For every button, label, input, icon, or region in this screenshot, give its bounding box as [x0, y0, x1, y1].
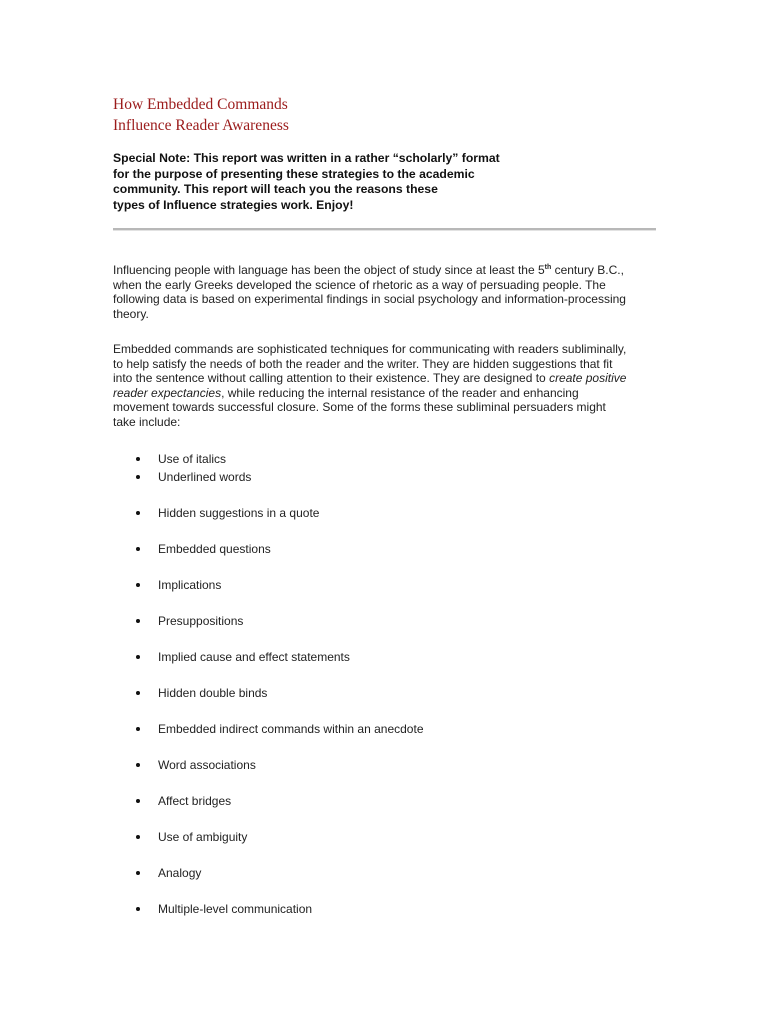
special-note-line: Special Note: This report was written in a rather “scholarly” format: [113, 151, 500, 165]
paragraph-line: take include:: [113, 414, 181, 429]
bullet-icon: [136, 691, 140, 695]
bullet-icon: [136, 511, 140, 515]
paragraph-line: Influencing people with language has been the object of study since at least the 5th century B.C.,: [113, 263, 624, 277]
bullet-icon: [136, 727, 140, 731]
embedded-commands-paragraph: [113, 342, 658, 430]
special-note: [113, 151, 533, 213]
bullet-icon: [136, 907, 140, 911]
bullet-icon: [136, 583, 140, 587]
bullet-icon: [136, 763, 140, 767]
bullet-icon: [136, 835, 140, 839]
special-note-line: types of Influence strategies work. Enjoy!: [113, 197, 354, 212]
paragraph-line: theory.: [113, 306, 149, 321]
paragraph-line: when the early Greeks developed the science of rhetoric as a way of persuading people. The: [113, 277, 606, 292]
bullet-icon: [136, 871, 140, 875]
paragraph-line: into the sentence without calling attention to their existence. They are designed to create positive: [113, 371, 627, 386]
special-note-line: community. This report will teach you the reasons these: [113, 182, 438, 197]
bullet-icon: [136, 799, 140, 803]
emphasis-text: create positive: [549, 371, 627, 386]
title-line-2: Influence Reader Awareness: [113, 117, 289, 134]
paragraph-line: Embedded commands are sophisticated techniques for communicating with readers subliminally,: [113, 342, 627, 356]
paragraph-line: to help satisfy the needs of both the reader and the writer. They are hidden suggestions that fit: [113, 356, 613, 371]
bullet-icon: [136, 547, 140, 551]
title-line-1: How Embedded Commands: [113, 96, 288, 113]
bullet-icon: [136, 457, 140, 461]
section-divider: [113, 228, 656, 231]
bullet-icon: [136, 619, 140, 623]
paragraph-line: movement towards successful closure. Some of the forms these subliminal persuaders might: [113, 400, 606, 415]
bullet-icon: [136, 475, 140, 479]
ordinal-superscript: th: [544, 264, 552, 271]
document-page: How Embedded Commands Influence Reader Awareness Special Note: This report was written in a rather “scholarly” format for the purpose of presenting these strategies to the academic community. This report will teach you the reasons these types of Influence strategies work. Enjoy! Influencing people with language has been the object of study since at least the 5th century B.C., when the early Greeks developed the science of rhetoric as a way of persuading people. The following data is based on experimental findings in social psychology and information-processing theory. Embedded commands are sophisticated techniques for communicating with readers subliminally, to help satisfy the needs of both the reader and the writer. They are hidden suggestions that fit into the sentence without calling attention to their existence. They are designed to create positive reader expectancies, while reducing the internal resistance of the reader and enhancing movement towards successful closure. Some of the forms these subliminal persuaders might take include: Use of italics Underlined words Hidden suggestions in a quote Embedded questions Implications Presuppositions Implied cause and effect statements Hidden double binds Embedded indirect commands within an anecdote Word associations Affect bridges Use of ambiguity Analogy Multiple-level communication: [0, 0, 768, 1024]
special-note-line: for the purpose of presenting these strategies to the academic: [113, 166, 475, 181]
paragraph-line: reader expectancies, while reducing the internal resistance of the reader and enhancing: [113, 385, 579, 400]
emphasis-text: reader expectancies: [113, 385, 222, 400]
paragraph-line: following data is based on experimental findings in social psychology and information-processing: [113, 292, 626, 307]
intro-paragraph: [113, 263, 658, 321]
bullet-icon: [136, 655, 140, 659]
document-title: [113, 94, 289, 136]
